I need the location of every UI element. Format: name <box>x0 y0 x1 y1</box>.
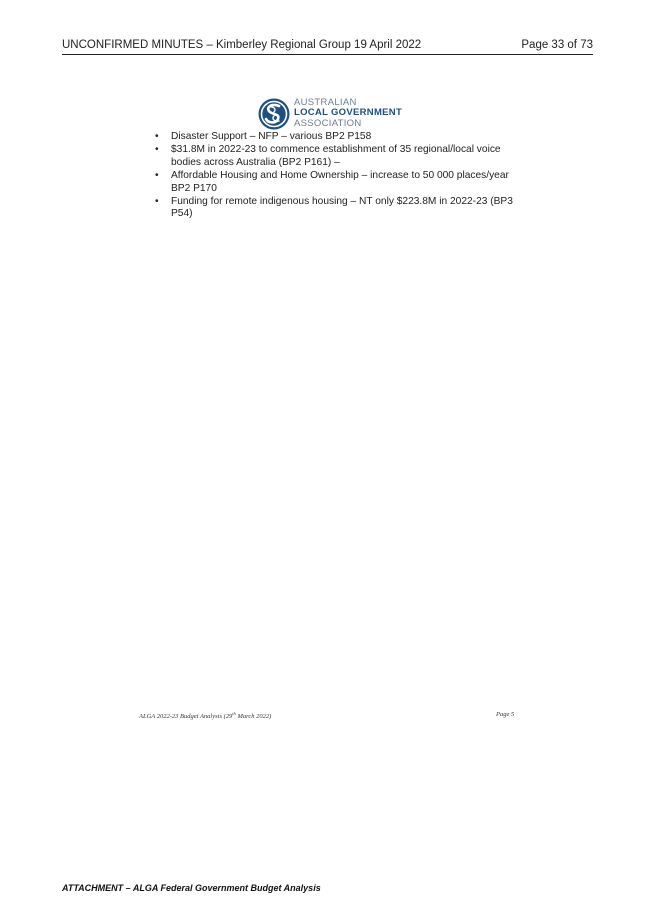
list-item <box>152 131 522 143</box>
bullet-icon: • <box>155 131 159 142</box>
inner-footer-prefix: ALGA 2022-23 Budget Analysis (29 <box>139 713 233 721</box>
list-item <box>152 144 522 169</box>
budget-bullet-list <box>152 131 522 222</box>
bullet-icon: • <box>155 144 159 156</box>
inner-footer-sup: th <box>232 711 236 716</box>
bullet-text: Funding for remote indigenous housing – NT only $223.8M in 2022-23 (BP3 P54) <box>171 196 513 220</box>
logo-line-2: LOCAL GOVERNMENT <box>294 107 403 118</box>
bullet-icon: • <box>155 196 159 208</box>
bullet-icon: • <box>155 170 159 182</box>
header-title: UNCONFIRMED MINUTES – Kimberley Regional Group 19 April 2022 <box>62 39 422 51</box>
bullet-text: Affordable Housing and Home Ownership – increase to 50 000 places/year BP2 P170 <box>171 170 509 194</box>
bullet-text: $31.8M in 2022-23 to commence establishment of 35 regional/local voice bodies across Australia (BP2 P161) – <box>171 144 501 168</box>
alga-logo-icon <box>257 97 291 131</box>
list-item <box>152 196 522 221</box>
list-item <box>152 170 522 195</box>
inner-footer-right: Page 5 <box>496 711 515 718</box>
attachment-label: ATTACHMENT – ALGA Federal Government Budget Analysis <box>62 883 321 893</box>
logo-line-3: ASSOCIATION <box>294 118 362 129</box>
logo-line-1: AUSTRALIAN <box>294 97 357 108</box>
page-number: Page 33 of 73 <box>521 39 593 51</box>
inner-footer-suffix: March 2022) <box>235 713 272 721</box>
inner-footer-left <box>139 711 271 720</box>
bullet-text: Disaster Support – NFP – various BP2 P158 <box>171 131 372 142</box>
alga-logo <box>257 97 407 131</box>
page-header <box>62 38 593 55</box>
